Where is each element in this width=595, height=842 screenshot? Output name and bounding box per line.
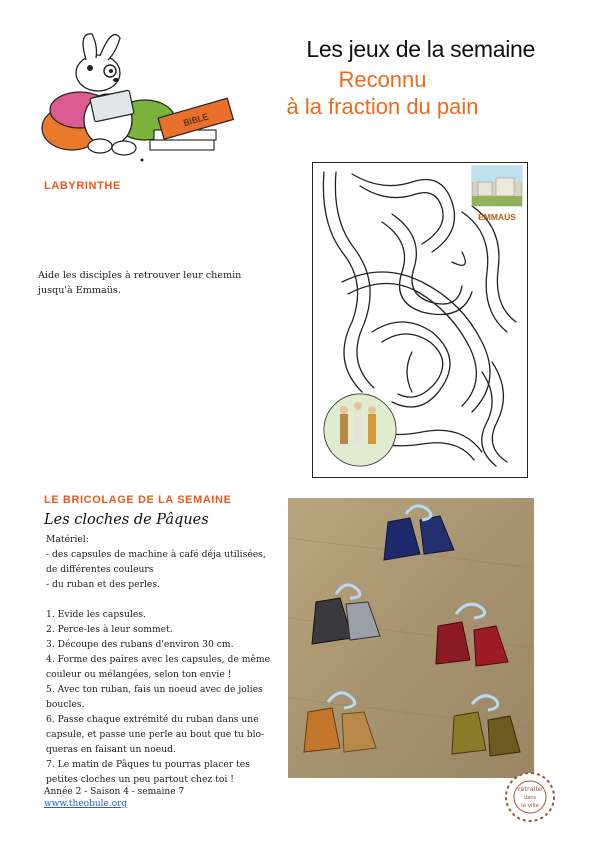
craft-line: couleur ou mélangées, selon ton envie ! (46, 669, 232, 680)
craft-instructions (46, 532, 286, 787)
craft-line: boucles. (46, 699, 85, 710)
page-subtitle-line1: Reconnu (338, 67, 427, 92)
craft-line: 1. Evide les capsules. (46, 609, 146, 620)
craft-line: 3. Découpe des rubans d'environ 30 cm. (46, 639, 234, 650)
craft-line: petites cloches un peu partout chez toi ! (46, 774, 234, 785)
footer-edition: Année 2 - Saison 4 - semaine 7 (44, 787, 185, 797)
page-subtitle (250, 66, 515, 120)
craft-line: - des capsules de machine à café déja utilisées, (46, 549, 266, 560)
bible-book-label: BIBLE (182, 111, 210, 129)
craft-line: de différentes couleurs (46, 564, 154, 575)
website-link[interactable]: www.theobule.org (44, 799, 128, 809)
stamp-text-line1: retraite (517, 785, 543, 793)
stamp-text-line3: la ville (521, 803, 539, 809)
craft-subtitle: Les cloches de Pâques (44, 512, 209, 528)
retraite-dans-la-ville-logo (500, 766, 560, 828)
craft-line: 7. Le matin de Pâques tu pourras placer tes (46, 759, 250, 770)
craft-line: - du ruban et des perles. (46, 579, 160, 590)
craft-line: queras en faisant un noeud. (46, 744, 176, 755)
footer (44, 786, 184, 810)
craft-line (46, 592, 286, 607)
labyrinth-destination-label: EMMAÜS (478, 212, 516, 222)
stamp-text-line2: dans (523, 795, 537, 801)
craft-section-title: LE BRICOLAGE DE LA SEMAINE (44, 494, 232, 506)
page-subtitle-line2: à la fraction du pain (286, 94, 479, 119)
craft-line: Matériel: (46, 534, 89, 545)
craft-line: capsule, et passe une perle au bout que tu blo- (46, 729, 265, 740)
rabbit-reading-illustration (20, 28, 260, 168)
labyrinth-instruction: Aide les disciples à retrouver leur chemin jusqu'à Emmaüs. (38, 270, 242, 296)
craft-line: 6. Passe chaque extrémité du ruban dans une (46, 714, 259, 725)
craft-line: 5. Avec ton ruban, fais un noeud avec de jolies (46, 684, 263, 695)
easter-bells-photo (288, 498, 534, 778)
labyrinth-section-title: LABYRINTHE (44, 180, 121, 192)
craft-line: 4. Forme des paires avec les capsules, de même (46, 654, 271, 665)
labyrinth-maze (312, 162, 528, 478)
craft-line: 2. Perce-les à leur sommet. (46, 624, 173, 635)
page-title: Les jeux de la semaine (306, 36, 535, 62)
